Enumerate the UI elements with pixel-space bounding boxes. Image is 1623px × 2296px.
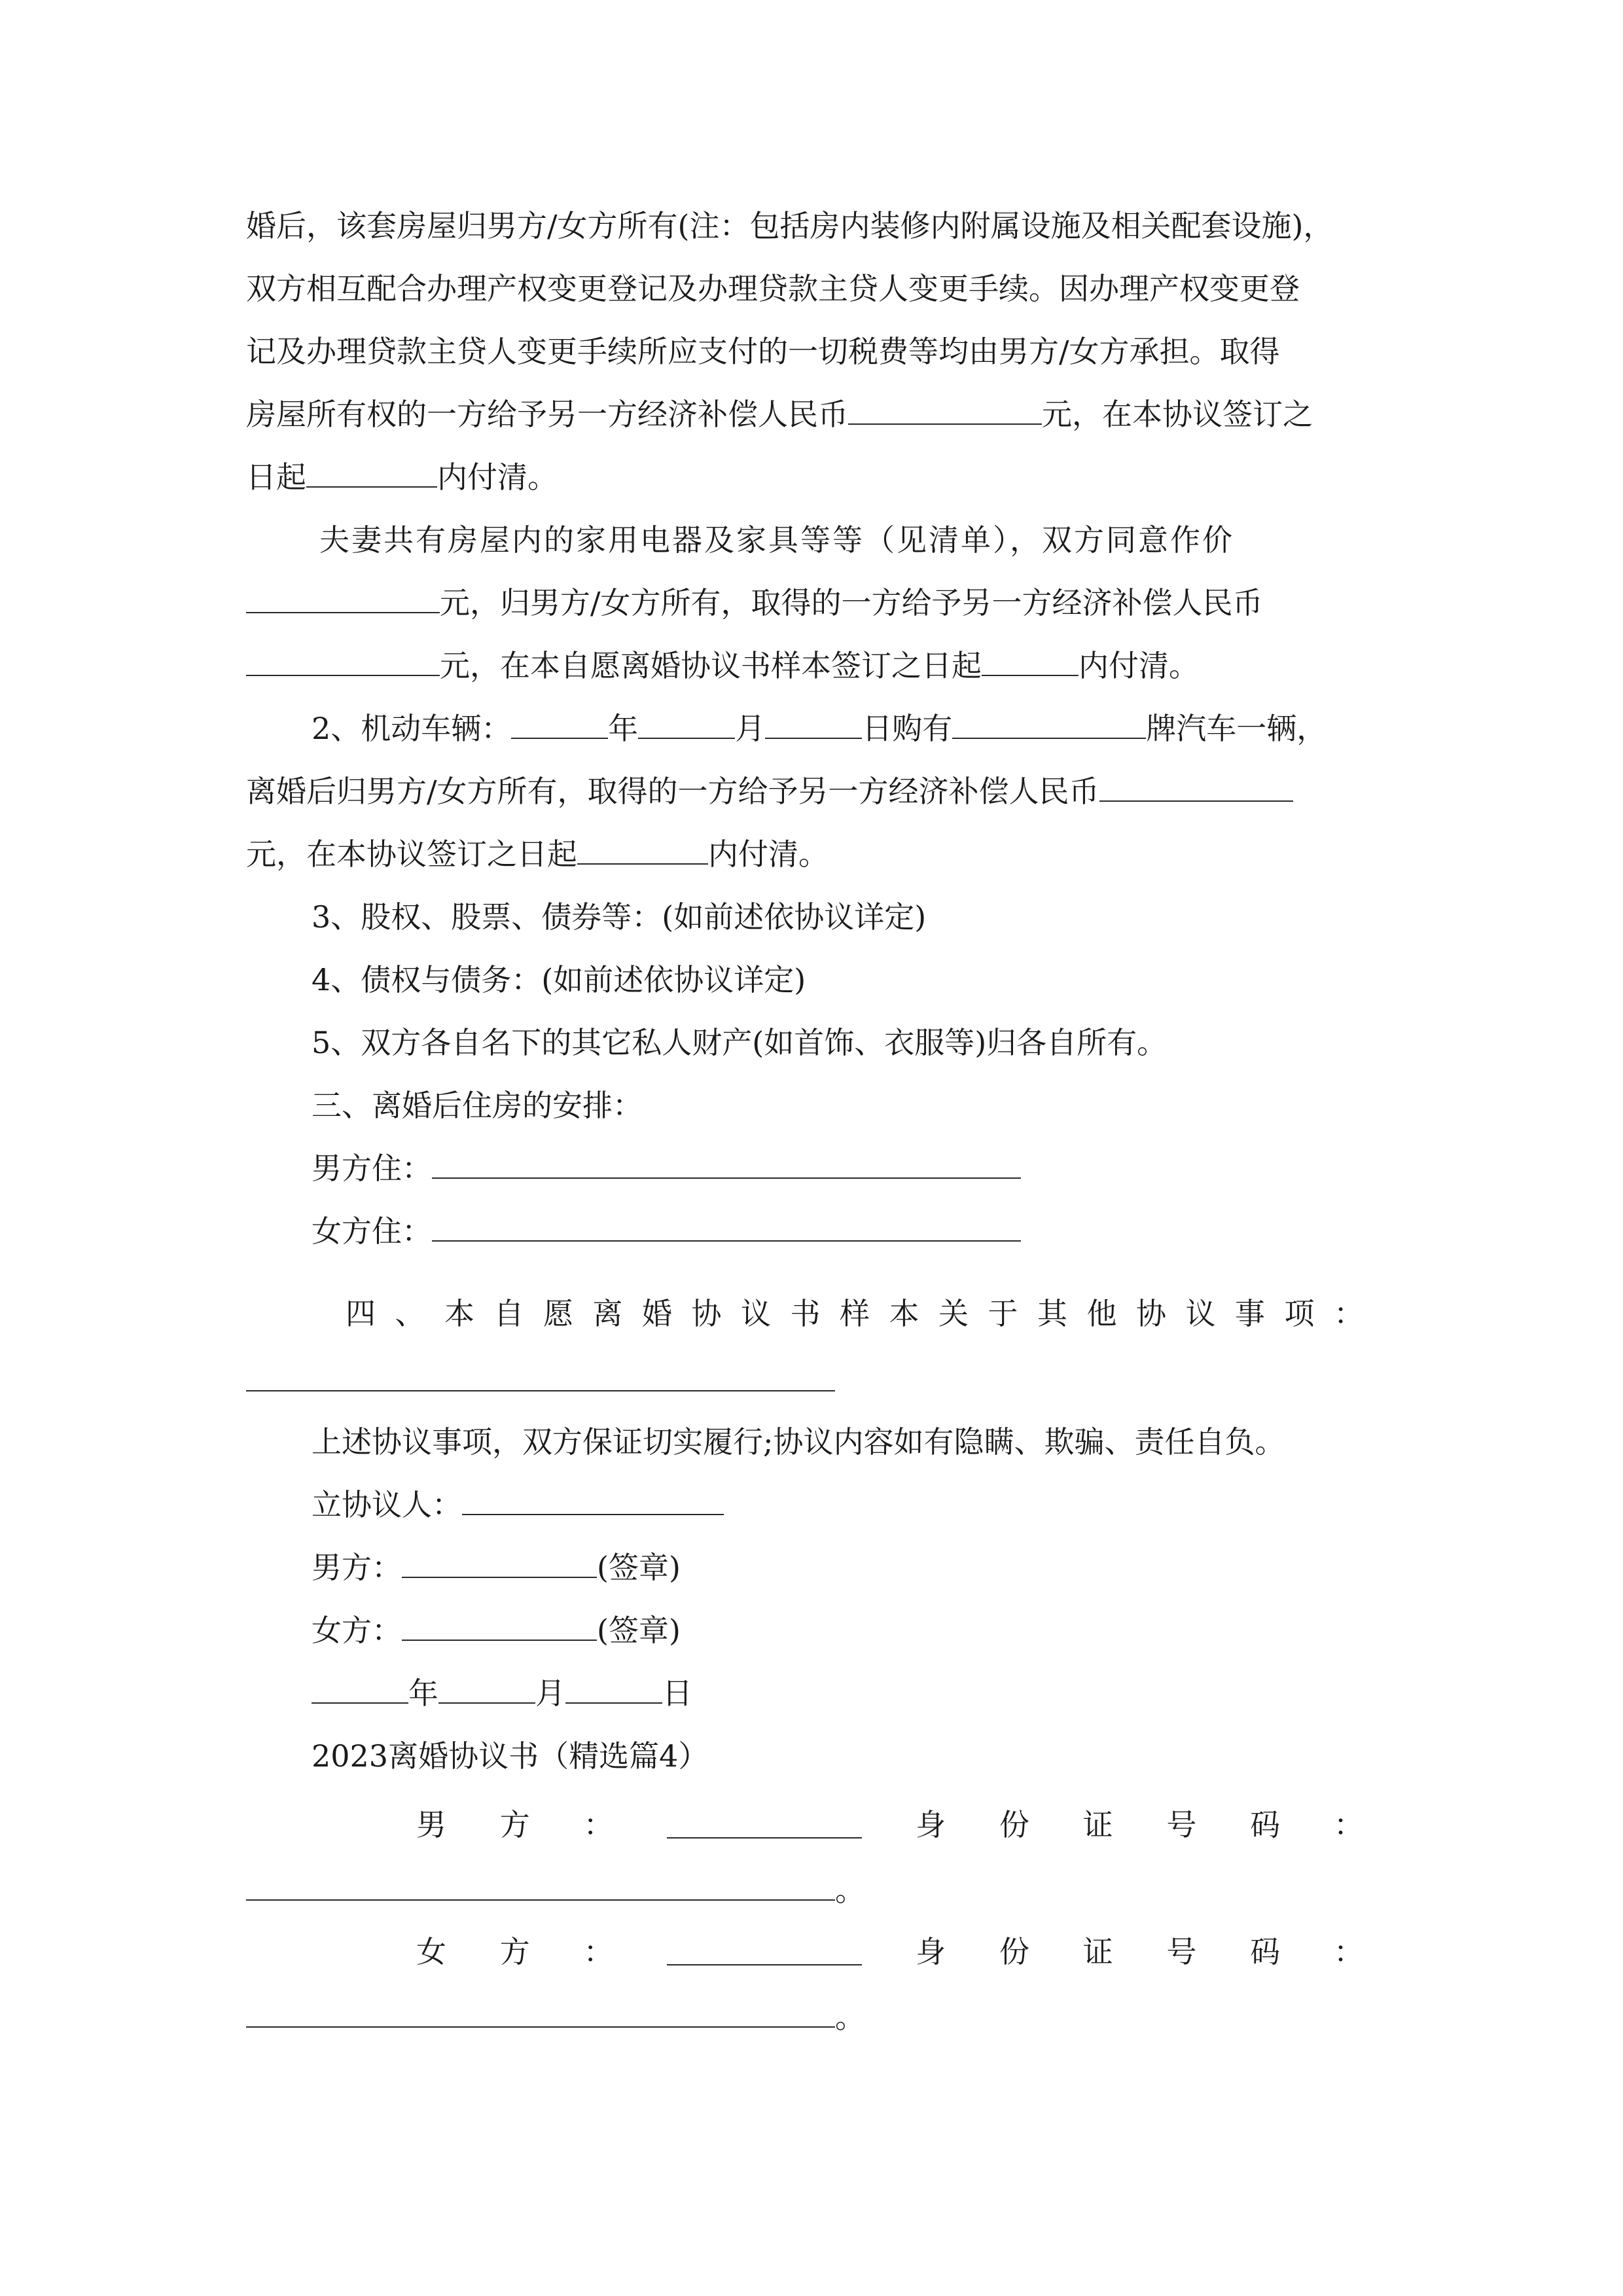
signatory-blank[interactable] xyxy=(462,1488,724,1515)
male-id-blank[interactable] xyxy=(246,1873,835,1901)
page-heading: 2023离婚协议书（精选篇4） xyxy=(312,1738,709,1774)
male-sign-blank[interactable] xyxy=(402,1551,597,1578)
female-id-blank-line: 。 xyxy=(246,1998,865,2037)
blank-field[interactable] xyxy=(952,711,1146,739)
paragraph-line: 2、机动车辆： 年 月 日购有 牌汽车一辆， xyxy=(312,711,1327,746)
blank-field[interactable] xyxy=(848,397,1042,425)
label-char: ： xyxy=(583,1807,614,1842)
label-char: ： xyxy=(583,1934,614,1969)
section-four-char: 离 xyxy=(592,1296,623,1331)
id-label-char: 码 xyxy=(1250,1807,1281,1842)
male-id-line xyxy=(416,1805,1364,1844)
name-blank[interactable] xyxy=(667,1811,862,1839)
paragraph-line: 房屋所有权的一方给予另一方经济补偿人民币 元，在本协议签订之 xyxy=(246,397,1313,432)
section-four-char: 他 xyxy=(1086,1296,1117,1331)
id-label-char: ： xyxy=(1333,1934,1364,1969)
section-four-char: 愿 xyxy=(543,1296,573,1331)
blank-field[interactable] xyxy=(765,711,862,739)
id-label-char: ： xyxy=(1333,1807,1364,1842)
section-four-char: 议 xyxy=(1185,1296,1216,1331)
id-label-char: 号 xyxy=(1166,1807,1197,1842)
label-char: 男 xyxy=(416,1807,446,1842)
blank-field[interactable] xyxy=(638,711,735,739)
section-four-char: 本 xyxy=(889,1296,919,1331)
section-four-heading xyxy=(346,1294,1364,1333)
section-four-char: 协 xyxy=(1136,1296,1166,1331)
list-item: 5、双方各自名下的其它私人财产(如首饰、衣服等)归各自所有。 xyxy=(312,1025,1168,1060)
section-four-char: 书 xyxy=(790,1296,821,1331)
section-four-char: 协 xyxy=(691,1296,722,1331)
label-char: 方 xyxy=(499,1807,530,1842)
male-id-blank-line: 。 xyxy=(246,1871,865,1910)
id-label-char: 证 xyxy=(1082,1807,1113,1842)
blank-field[interactable] xyxy=(565,1676,662,1704)
female-sign-blank[interactable] xyxy=(402,1613,597,1641)
signatory-line: 立协议人： xyxy=(312,1485,724,1524)
blank-field[interactable] xyxy=(246,649,440,676)
list-item: 4、债权与债务：(如前述依协议详定) xyxy=(312,962,806,997)
date-line: 年 月 日 xyxy=(312,1674,692,1713)
section-four-char: 自 xyxy=(493,1296,524,1331)
guarantee-line: 上述协议事项，双方保证切实履行;协议内容如有隐瞒、欺骗、责任自负。 xyxy=(312,1424,1285,1460)
id-label-char: 身 xyxy=(916,1934,946,1969)
paragraph-line: 离婚后归男方/女方所有，取得的一方给予另一方经济补偿人民币 xyxy=(246,772,1293,811)
paragraph-line: 元，在本自愿离婚协议书样本签订之日起 内付清。 xyxy=(246,646,1199,685)
id-label-char: 证 xyxy=(1082,1934,1113,1969)
blank-field[interactable] xyxy=(306,460,437,488)
id-label-char: 份 xyxy=(999,1934,1029,1969)
female-sign-line: 女方： (签章) xyxy=(312,1613,681,1648)
section-heading: 三、离婚后住房的安排： xyxy=(312,1088,643,1123)
blank-field[interactable] xyxy=(312,1676,408,1704)
section-four-char: 样 xyxy=(840,1296,870,1331)
paragraph-line: 婚后，该套房屋归男方/女方所有(注：包括房内装修内附属设施及相关配套设施)， xyxy=(246,208,1334,243)
label-char: 女 xyxy=(416,1934,446,1969)
id-label-char: 身 xyxy=(916,1807,946,1842)
section-four-char: 关 xyxy=(938,1296,969,1331)
female-housing-blank[interactable] xyxy=(432,1214,1021,1242)
section-four-char: 、 xyxy=(395,1296,425,1331)
id-label-char: 码 xyxy=(1250,1934,1281,1969)
section-four-char: ： xyxy=(1334,1296,1364,1331)
id-label-char: 号 xyxy=(1166,1934,1197,1969)
female-id-blank[interactable] xyxy=(246,2000,835,2028)
section-four-blank[interactable] xyxy=(246,1390,835,1391)
male-housing-line: 男方住： xyxy=(312,1149,1021,1188)
id-label-char: 份 xyxy=(999,1807,1029,1842)
section-four-char: 其 xyxy=(1037,1296,1067,1331)
section-four-char: 四 xyxy=(346,1296,376,1331)
section-four-char: 事 xyxy=(1235,1296,1265,1331)
female-id-line xyxy=(416,1932,1364,1971)
male-sign-line: 男方： (签章) xyxy=(312,1550,681,1585)
section-four-char: 婚 xyxy=(642,1296,672,1331)
blank-field[interactable] xyxy=(438,1676,535,1704)
section-four-char: 于 xyxy=(988,1296,1018,1331)
female-housing-line: 女方住： xyxy=(312,1211,1021,1251)
paragraph-line: 双方相互配合办理产权变更登记及办理贷款主贷人变更手续。因办理产权变更登 xyxy=(246,271,1300,306)
label-char: 方 xyxy=(499,1934,530,1969)
section-four-char: 议 xyxy=(741,1296,771,1331)
blank-field[interactable] xyxy=(246,586,440,613)
male-housing-blank[interactable] xyxy=(432,1151,1021,1179)
blank-field[interactable] xyxy=(577,837,708,865)
paragraph-line: 日起 内付清。 xyxy=(246,459,558,495)
paragraph-line: 元，在本协议签订之日起 内付清。 xyxy=(246,836,829,872)
paragraph-line: 夫妻共有房屋内的家用电器及家具等等（见清单），双方同意作价 xyxy=(319,522,1234,558)
name-blank[interactable] xyxy=(667,1938,862,1965)
list-item: 3、股权、股票、债券等：(如前述依协议详定) xyxy=(312,899,927,935)
section-four-char: 项 xyxy=(1284,1296,1315,1331)
blank-field[interactable] xyxy=(1099,774,1293,802)
paragraph-line: 记及办理贷款主贷人变更手续所应支付的一切税费等均由男方/女方承担。取得 xyxy=(246,334,1280,369)
blank-field[interactable] xyxy=(982,649,1079,676)
blank-field[interactable] xyxy=(511,711,608,739)
paragraph-line: 元，归男方/女方所有，取得的一方给予另一方经济补偿人民币 xyxy=(246,583,1263,622)
section-four-char: 本 xyxy=(444,1296,474,1331)
